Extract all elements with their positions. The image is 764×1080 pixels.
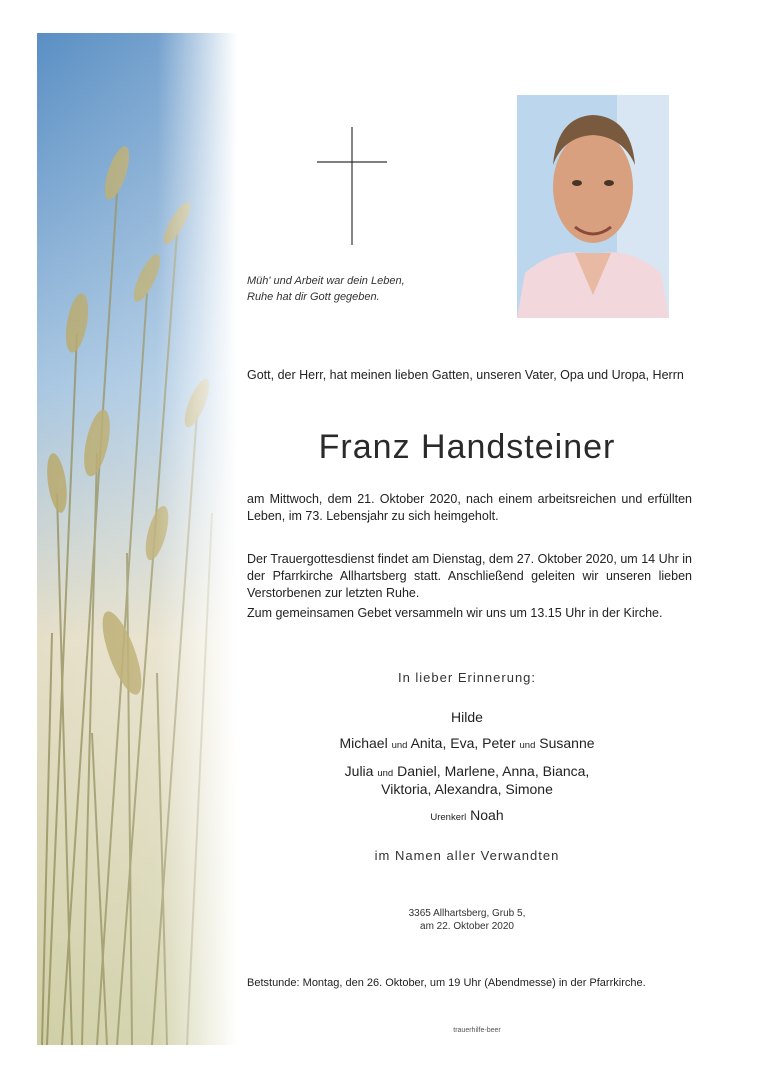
great-grandchild-label: Urenkerl: [430, 812, 467, 823]
motto: [247, 273, 487, 305]
und-word: und: [377, 768, 394, 779]
cross-icon: [317, 127, 387, 245]
motto-line-1: Müh' und Arbeit war dein Leben,: [247, 275, 405, 287]
great-grandchild-name: Noah: [470, 807, 504, 823]
grandchild-name: Julia: [344, 763, 374, 779]
death-announcement: am Mittwoch, dem 21. Oktober 2020, nach einem arbeitsreichen und erfüllten Leben, im 73. Lebensjahr zu sich heimgeholt.: [247, 492, 692, 523]
prayer-details: Zum gemeinsamen Gebet versammeln wir uns um 13.15 Uhr in der Kirche.: [247, 606, 663, 620]
location-date: [227, 907, 707, 933]
brand-label: trauerhilfe-beer: [453, 1027, 501, 1034]
child-name: Susanne: [539, 735, 595, 751]
family-children: [227, 733, 707, 756]
intro-text: Gott, der Herr, hat meinen lieben Gatten, unseren Vater, Opa und Uropa, Herrn: [247, 368, 684, 382]
portrait-photo: [517, 95, 669, 318]
betstunde-text: Betstunde: Montag, den 26. Oktober, um 19 Uhr (Abendmesse) in der Pfarrkirche.: [247, 977, 646, 989]
und-word: und: [391, 740, 408, 751]
obituary-card: [37, 33, 728, 1045]
grandchild-names: Daniel, Marlene, Anna, Bianca,: [397, 763, 590, 779]
child-name: Michael: [339, 735, 388, 751]
memory-label: In lieber Erinnerung:: [397, 670, 537, 685]
motto-line-2: Ruhe hat dir Gott gegeben.: [247, 291, 380, 303]
family-great-grandchild: [227, 805, 707, 828]
date: am 22. Oktober 2020: [420, 921, 514, 932]
family-wife: Hilde: [451, 709, 483, 725]
wheat-field-image: [37, 33, 237, 1045]
und-word: und: [519, 740, 536, 751]
funeral-details: Der Trauergottesdienst findet am Dienstag, dem 27. Oktober 2020, um 14 Uhr in der Pfarrkirche Allhartsberg statt. Anschließend geleiten wir unseren lieben Verstorbenen zur letzten Ruhe.: [247, 552, 692, 600]
relatives-line: im Namen aller Verwandten: [374, 848, 560, 863]
family-grandchildren-2: Viktoria, Alexandra, Simone: [381, 781, 553, 797]
child-names: Anita, Eva, Peter: [410, 735, 516, 751]
address: 3365 Allhartsberg, Grub 5,: [408, 908, 526, 919]
deceased-name: Franz Handsteiner: [318, 428, 616, 466]
